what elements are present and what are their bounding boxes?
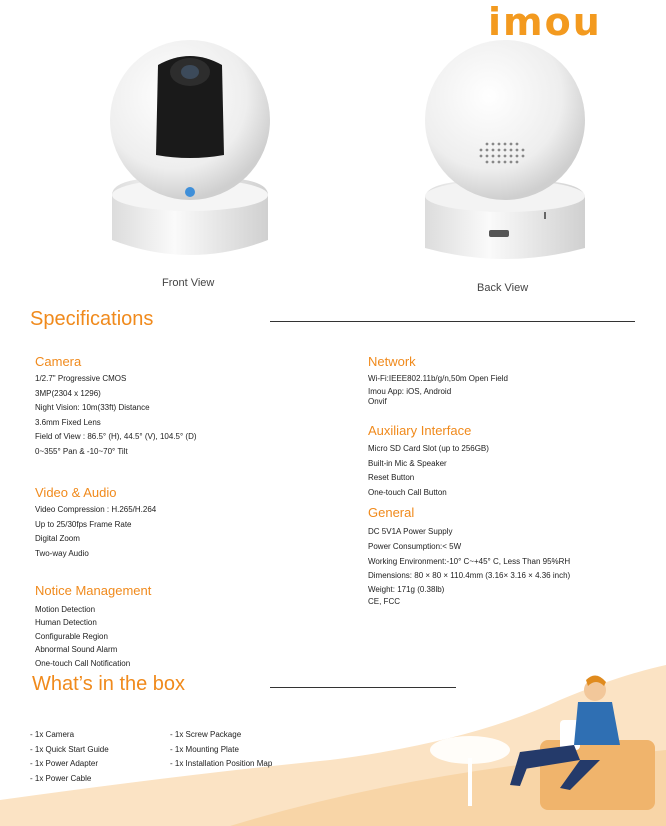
network-spec-list	[368, 372, 508, 407]
network-heading: Network	[368, 354, 416, 369]
camera-heading: Camera	[35, 354, 82, 369]
back-view-caption: Back View	[477, 282, 529, 294]
auxiliary-interface-list	[368, 442, 489, 500]
list-item: Dimensions: 80 × 80 × 110.4mm (3.16× 3.16 × 4.36 inch)	[368, 571, 571, 581]
list-item: Built-in Mic & Speaker	[368, 458, 447, 468]
list-item: Two-way Audio	[35, 548, 89, 558]
specifications-heading: Specifications	[30, 308, 154, 330]
list-item: One-touch Call Notification	[35, 658, 131, 668]
list-item: CE, FCC	[368, 597, 400, 607]
imou-logo: imou	[488, 0, 602, 44]
list-item: Power Consumption:< 5W	[368, 541, 462, 551]
list-item: 0~355° Pan & -10~70° Tilt	[35, 446, 128, 456]
list-item: Configurable Region	[35, 631, 108, 641]
list-item: Human Detection	[35, 618, 97, 628]
specifications-divider	[270, 321, 635, 322]
general-heading: General	[368, 505, 415, 520]
front-view-caption: Front View	[162, 277, 215, 289]
list-item: - 1x Mounting Plate	[170, 744, 239, 754]
list-item: Working Environment:-10° C~+45° C, Less Than 95%RH	[368, 556, 571, 566]
list-item: Field of View : 86.5° (H), 44.5° (V), 104.5° (D)	[35, 432, 197, 442]
list-item: One-touch Call Button	[368, 487, 447, 497]
video-audio-spec-list	[35, 503, 156, 561]
list-item: Motion Detection	[35, 605, 96, 614]
box-contents-column-1	[30, 728, 109, 786]
list-item: - 1x Quick Start Guide	[30, 744, 109, 754]
list-item: Imou App: iOS, Android	[368, 387, 452, 396]
list-item: Abnormal Sound Alarm	[35, 645, 118, 655]
general-spec-list	[368, 525, 570, 608]
list-item: Up to 25/30fps Frame Rate	[35, 519, 132, 529]
list-item: Onvif	[368, 397, 387, 406]
front-view-camera-image	[100, 35, 280, 270]
list-item: Weight: 171g (0.38lb)	[368, 585, 445, 595]
list-item: Micro SD Card Slot (up to 256GB)	[368, 444, 489, 453]
whats-in-the-box-heading: What’s in the box	[32, 673, 186, 695]
list-item: - 1x Power Cable	[30, 773, 92, 783]
box-divider	[270, 687, 456, 688]
list-item: - 1x Installation Position Map	[170, 759, 273, 768]
box-contents-column-2	[170, 728, 272, 772]
list-item: Wi-Fi:IEEE802.11b/g/n,50m Open Field	[368, 374, 508, 383]
list-item: DC 5V1A Power Supply	[368, 527, 453, 536]
camera-spec-list	[35, 372, 197, 460]
list-item: Reset Button	[368, 473, 415, 483]
list-item: - 1x Power Adapter	[30, 759, 99, 768]
video-audio-heading: Video & Audio	[35, 485, 117, 500]
list-item: Night Vision: 10m(33ft) Distance	[35, 403, 150, 413]
list-item: - 1x Screw Package	[170, 730, 242, 739]
list-item: 3MP(2304 x 1296)	[35, 388, 101, 398]
list-item: Digital Zoom	[35, 534, 80, 544]
list-item: - 1x Camera	[30, 730, 75, 739]
notice-management-heading: Notice Management	[35, 583, 152, 598]
list-item: 1/2.7" Progressive CMOS	[35, 374, 127, 383]
list-item: Video Compression : H.265/H.264	[35, 505, 157, 514]
back-view-camera-image	[415, 38, 595, 273]
auxiliary-interface-heading: Auxiliary Interface	[368, 423, 472, 438]
list-item: 3.6mm Fixed Lens	[35, 417, 101, 427]
